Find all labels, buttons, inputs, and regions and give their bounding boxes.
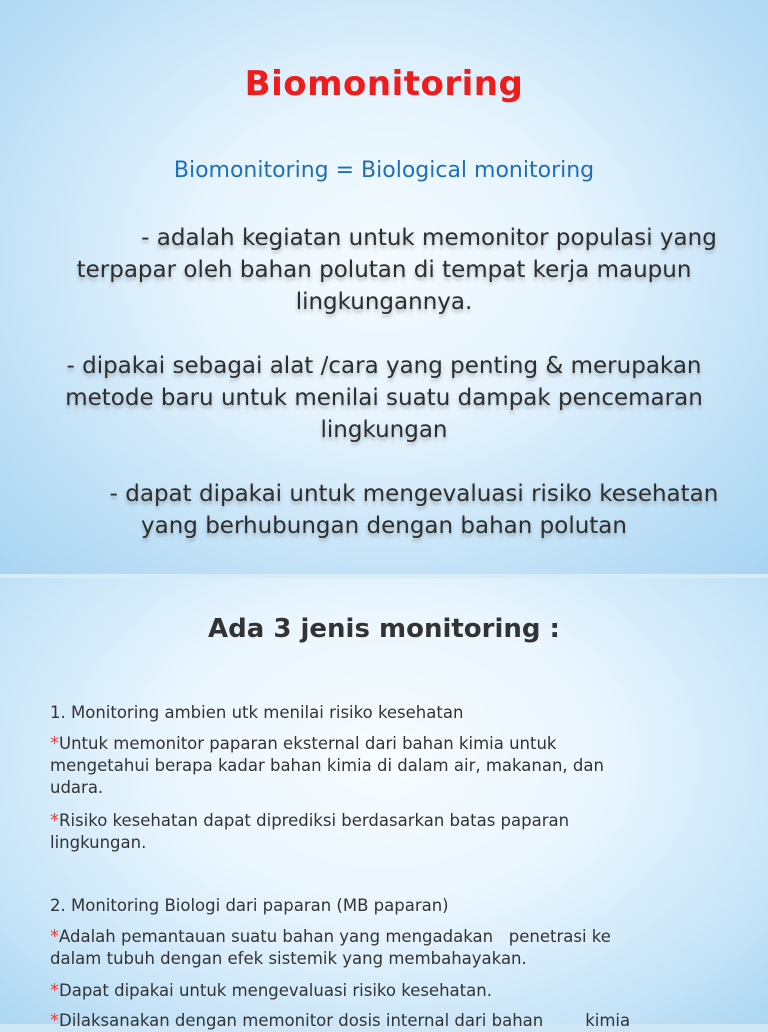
section-1-bullet-2	[50, 810, 690, 854]
bullet-text-line: Dapat dipakai untuk mengevaluasi risiko kesehatan.	[59, 981, 492, 1000]
bullet-star-icon: *	[50, 733, 59, 754]
evaluation-line-2: yang berhubungan dengan bahan polutan	[141, 513, 627, 539]
usage-line-1: - dipakai sebagai alat /cara yang penting & merupakan	[66, 353, 702, 379]
usage-line-2: metode baru untuk menilai suatu dampak pencemaran	[65, 385, 703, 411]
bullet-star-icon: *	[50, 1010, 59, 1031]
slide-subtitle: Biomonitoring = Biological monitoring	[173, 158, 595, 183]
usage-paragraph	[30, 350, 738, 446]
bullet-star-icon: *	[50, 810, 59, 831]
section-2-bullet-3	[50, 1010, 690, 1032]
bullet-star-icon: *	[50, 980, 59, 1001]
section-2-bullet-2	[50, 980, 690, 1002]
section-2-title: 2. Monitoring Biologi dari paparan (MB paparan)	[50, 896, 449, 915]
bullet-text-line: Risiko kesehatan dapat diprediksi berdasarkan batas paparan	[59, 811, 570, 830]
evaluation-line-1: - dapat dipakai untuk mengevaluasi risiko kesehatan	[109, 481, 719, 507]
bullet-text-line: udara.	[50, 778, 104, 797]
bullet-text-line: Dilaksanakan dengan memonitor dosis internal dari bahan kimia	[59, 1011, 631, 1030]
bullet-text-line: Adalah pemantauan suatu bahan yang mengadakan penetrasi ke	[59, 927, 611, 946]
bullet-text-line: mengetahui berapa kadar bahan kimia di dalam air, makanan, dan	[50, 756, 604, 775]
section-1-bullet-1	[50, 733, 690, 799]
definition-paragraph	[30, 222, 738, 318]
bullet-star-icon: *	[50, 926, 59, 947]
bullet-text-line: dalam tubuh dengan efek sistemik yang membahayakan.	[50, 949, 527, 968]
section-2-bullet-1	[50, 926, 690, 970]
evaluation-paragraph	[30, 478, 738, 542]
definition-line-2: terpapar oleh bahan polutan di tempat kerja maupun	[76, 257, 692, 283]
usage-line-3: lingkungan	[320, 417, 448, 443]
section-1-title: 1. Monitoring ambien utk menilai risiko kesehatan	[50, 703, 464, 722]
definition-line-1: - adalah kegiatan untuk memonitor populasi yang	[141, 225, 717, 251]
slide-title: Biomonitoring	[244, 64, 524, 104]
bullet-text-line: Untuk memonitor paparan eksternal dari bahan kimia untuk	[59, 734, 557, 753]
bullet-text-line: lingkungan.	[50, 833, 147, 852]
monitoring-types-heading: Ada 3 jenis monitoring :	[208, 614, 560, 644]
definition-line-3: lingkungannya.	[295, 289, 473, 315]
